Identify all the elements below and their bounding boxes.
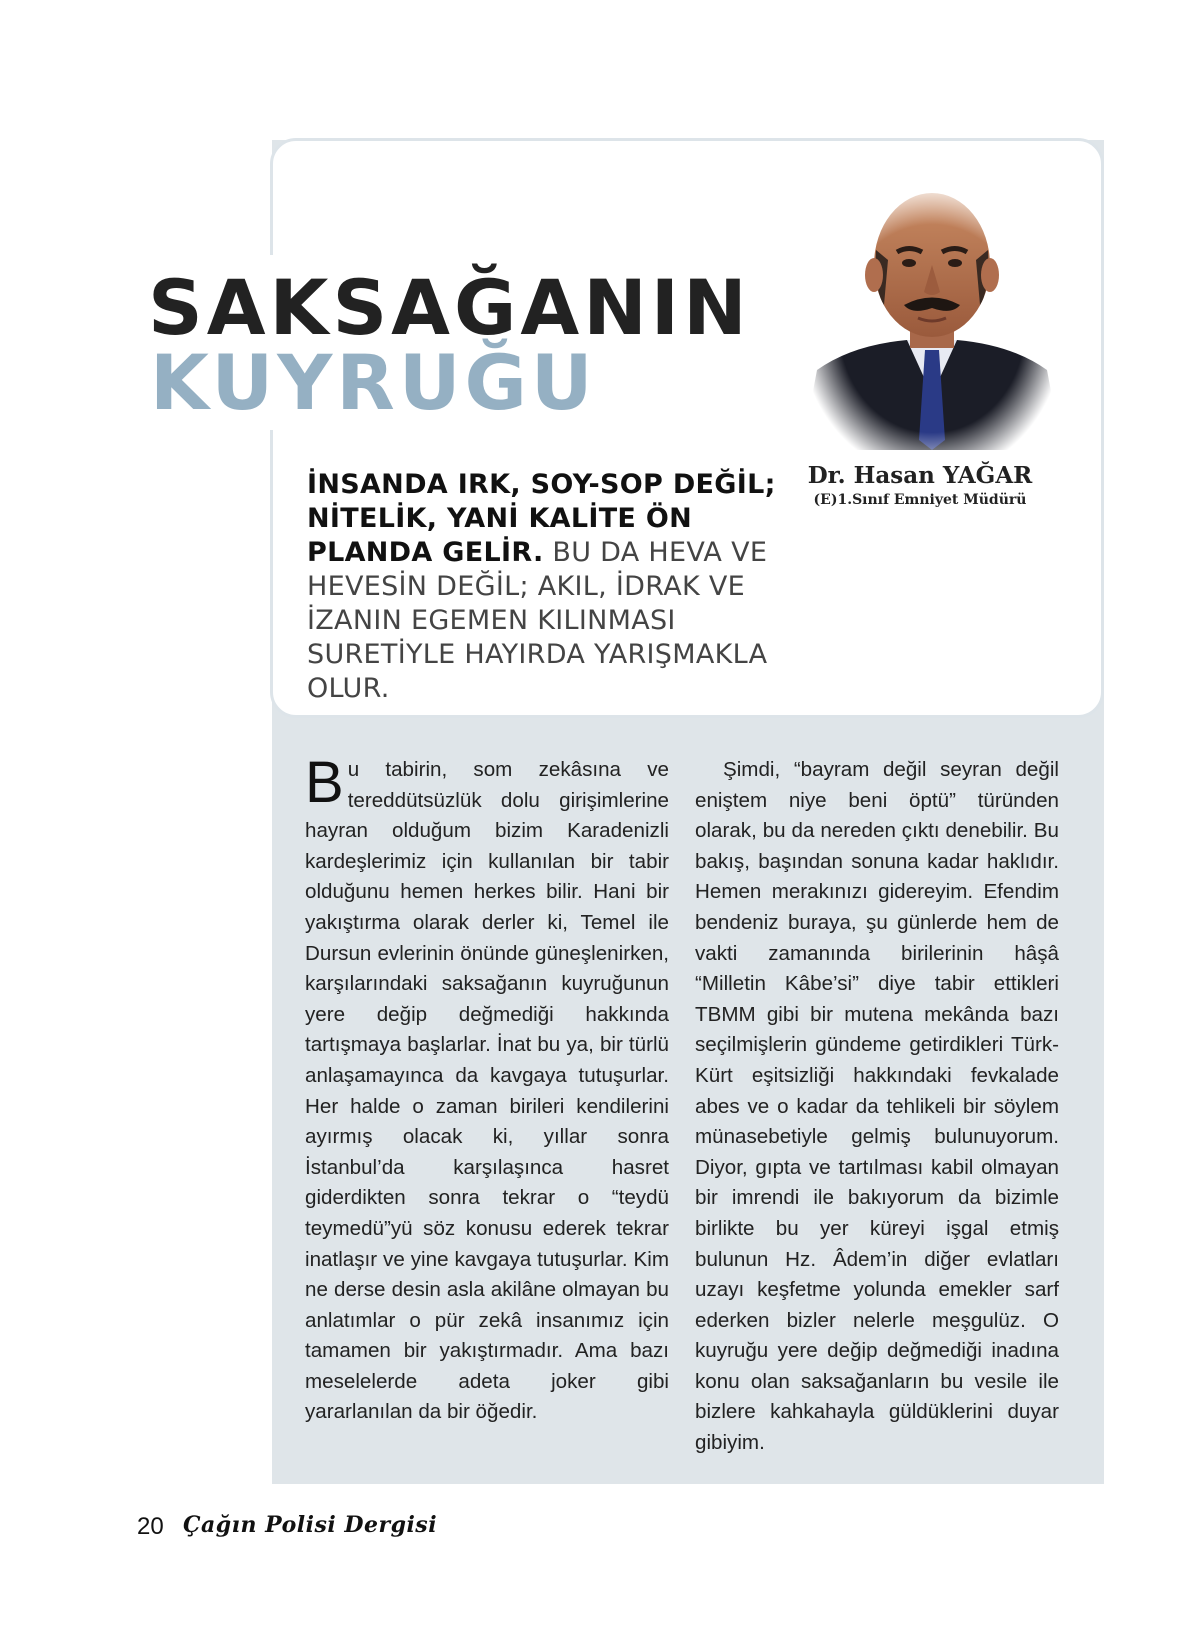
magazine-name: Çağın Polisi Dergisi bbox=[183, 1512, 438, 1538]
article-column-right bbox=[695, 755, 1059, 1459]
article-title-line2: KUYRUĞU bbox=[150, 338, 597, 427]
left-column-text: u tabirin, som zekâsına ve tereddütsüzlük dolu girişimlerine hayran olduğum bizim Karadenizli kardeşlerimiz için kullanılan bir tabir olduğunu hemen herkes bilir. Hani bir yakıştırma olarak derler ki, Temel ile Dursun evlerinin önünde güneşlenirken, karşılarındaki saksağanın kuyruğunun yere değip değmediği hakkında tartışmaya başlarlar. İnat bu ya, bir türlü anlaşamayınca da kavgaya tutuşurlar. Her halde o zaman birileri kendilerini ayırmış olacak ki, yıllar sonra İstanbul’da karşılaşınca hasret giderdikten sonra tekrar o “teydü teymedü”yü söz konusu ederek tekrar inatlaşır ve yine kavgaya tutuşurlar. Kim ne derse desin asla akilâne olmayan bu anlatımlar o pür zekâ insanımız için tamamen bir yakıştırmadır. Ama bazı meselelerde adeta joker gibi yararlanılan da bir öğedir. bbox=[305, 758, 669, 1424]
lead-normal-text: BU DA HEVA VE HEVESİN DEĞİL; AKIL, İDRAK VE İZANIN EGEMEN KILINMASI SURETİYLE HAYIRDA YARIŞMAKLA OLUR. bbox=[307, 537, 768, 704]
author-name: Dr. Hasan YAĞAR bbox=[807, 462, 1033, 489]
page-number: 20 bbox=[137, 1513, 164, 1540]
author-portrait bbox=[812, 180, 1052, 450]
article-title-line1: SAKSAĞANIN bbox=[148, 263, 751, 352]
drop-cap: B bbox=[305, 750, 344, 815]
article-lead bbox=[307, 468, 777, 706]
author-title: (E)1.Sınıf Emniyet Müdürü bbox=[813, 492, 1027, 508]
lead-bold-text: İNSANDA IRK, SOY-SOP DEĞİL; NİTELİK, YANİ KALİTE ÖN PLANDA GELİR. bbox=[307, 469, 776, 568]
article-column-left bbox=[305, 750, 669, 1428]
right-column-text: Şimdi, “bayram değil seyran değil eniştem niye beni öptü” türünden olarak, bu da nereden çıktı denebilir. Bu bakış, başından sonuna kadar haklıdır. Hemen merakınızı gidereyim. Efendim bendeniz buraya, şu günlerde hem de vakti zamanında birilerinin hâşâ “Milletin Kâbe’si” diye tabir ettikleri TBMM gibi bir mutena mekânda bazı seçilmişlerin gündeme getirdikleri Türk-Kürt eşitsizliği hakkındaki fevkalade abes ve o kadar da tehlikeli bir söylem münasebetiyle gelmiş bulunuyorum. Diyor, gıpta ve tartılması kabil olmayan bir imrendi ile bakıyorum da bizimle birlikte bu yer küreyi işgal etmiş bulunun Hz. Âdem’in diğer evlatları uzayı keşfetme yolunda emekler sarf ederken bizler nelerle meşgulüz. O kuyruğu yere değip değmediği inadına konu olan saksağanların bu vesile ile bizlere kahkahayla güldüklerini duyar gibiyim. bbox=[695, 758, 1059, 1455]
